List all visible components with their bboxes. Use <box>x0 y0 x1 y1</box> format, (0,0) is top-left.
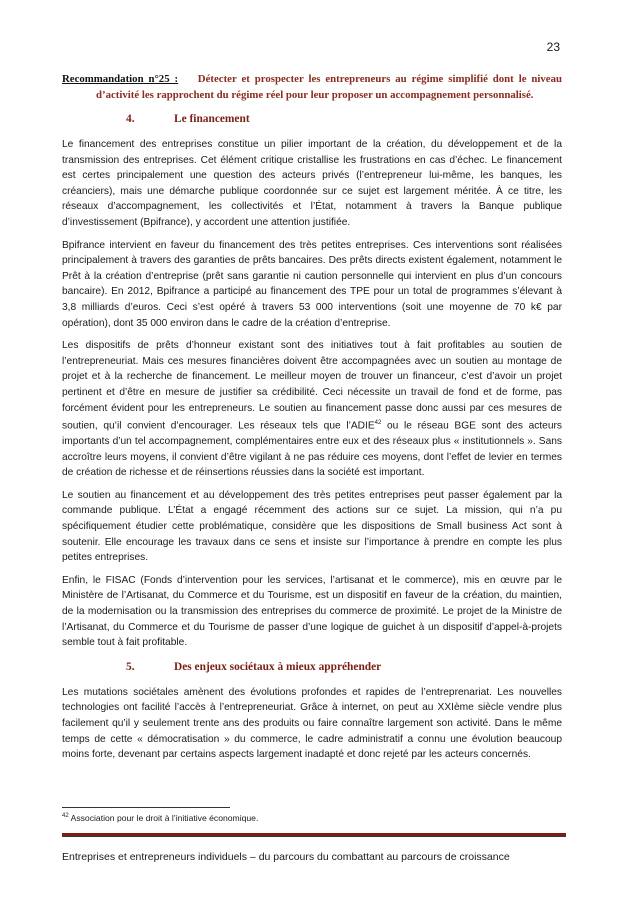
paragraph: Le soutien au financement et au développement des très petites entreprises peut passer également par la commande publique. L’État a engagé récemment des actions sur ce sujet. La mission, qui n’a pu spécifiquement étudier cette problématique, considère que les dispositions de Small business Act sont à soutenir. Elle encourage les travaux dans ce sens et insiste sur l’importance à prendre en compte les plus petites entreprises. <box>62 489 562 564</box>
recommendation-text: Détecter et prospecter les entrepreneurs au régime simplifié dont le niveau d’activité les rapprochent du régime réel pour leur proposer un accompagnement personnalisé. <box>96 73 563 101</box>
footer-text: Entreprises et entrepreneurs individuels – du parcours du combattant au parcours de croissance <box>62 851 510 863</box>
recommendation-25 <box>62 72 562 103</box>
paragraph: Bpifrance intervient en faveur du financement des très petites entreprises. Ces interventions sont réalisées principalement à travers des garanties de prêts bancaires. Des prêts directs existent également, notamment le Prêt à la création d’entreprise (prêt sans garantie ni caution personnelle qui intervient en plus d’un concours bancaire). En 2012, Bpifrance a participé au financement des TPE pour un total de programmes s’élevant à 3,8 milliards d’euros. Ceci s’est opéré à travers 53 000 interventions (soit une moyenne de 70 k€ par opération), dont 35 000 environ dans le cadre de la création d’entreprise. <box>62 239 562 329</box>
paragraph: Les mutations sociétales amènent des évolutions profondes et rapides de l’entreprenariat. Les nouvelles technologies ont facilité l’accès à l’entrepreneuriat. Grâce à internet, on peut au XXIème siècle vendre plus facilement qu’il y seulement trente ans des produits ou faire connaître largement son activité. Dans le même temps de cette « démocratisation » du commerce, le cadre administratif a connu une évolution beaucoup moins forte, devenant par certains aspects largement inadapté et donc rejeté par les acteurs concernés. <box>62 686 562 761</box>
paragraph-text-before-ref: Les dispositifs de prêts d’honneur existant sont des initiatives tout à fait profitables au soutien de l’entrepreneuriat. Mais ces mesures financières doivent être accompagnées avec un soutien au montage de projet et à la recherche de financement. Le meilleur moyen de trouver un financeur, c’est d’avoir un projet pertinent et d’être en mesure de justifier sa crédibilité. Ceci nécessite un travail de fond et de forme, pas forcément évident pour les entrepreneurs. Le soutien au financement passe donc aussi par ces mesures de soutien, qu’il convient d’encourager. Les réseaux tels que l’ADIE <box>62 340 562 432</box>
page-body <box>62 72 562 770</box>
paragraph-text-after-ref: ou le réseau BGE sont des acteurs importants d’un tel accompagnement, complémentaires entre eux et des réseaux plus « institutionnels ». Sans accroître leurs moyens, il convient d’être vigilant à ne pas réduire ces moyens, dont l’effet de levier en termes de création de richesse et de réinsertions réussies dans la société est important. <box>62 420 563 479</box>
recommendation-label: Recommandation n°25 : <box>62 73 179 85</box>
paragraph-with-footnote-ref <box>62 338 562 481</box>
section-5-number: 5. <box>126 660 135 673</box>
footnote-divider <box>62 807 230 808</box>
footnote <box>62 813 258 823</box>
footnote-ref[interactable]: 42 <box>374 420 382 427</box>
footnote-number: 42 <box>62 813 69 820</box>
page-number: 23 <box>546 40 560 54</box>
paragraph: Le financement des entreprises constitue un pilier important de la création, du développement et de la transmission des entreprises. Cet élément critique cristallise les frustrations en cas d’échec. Le financement est certes principalement une question des acteurs privés (l’entrepreneur lui-même, les banques, les créanciers), mais une démarche publique coordonnée sur ce sujet est largement méritée. À ce titre, les réseaux d’accompagnement, les collectivités et l’État, notamment à travers la Banque publique d’investissement (Bpifrance), y accordent une attention justifiée. <box>62 139 562 228</box>
section-5-title: Des enjeux sociétaux à mieux appréhender <box>174 660 382 673</box>
footer-divider <box>62 833 566 837</box>
footnote-text: Association pour le droit à l’initiative économique. <box>70 813 259 823</box>
section-5-heading <box>62 661 562 673</box>
section-4-heading <box>62 113 562 125</box>
paragraph: Enfin, le FISAC (Fonds d’intervention pour les services, l’artisanat et le commerce), mis en œuvre par le Ministère de l’Artisanat, du Commerce et du Tourisme, est un dispositif en faveur de la création, du maintien, de la modernisation ou la transmission des entreprises du commerce de proximité. Le projet de la Ministre de l’Artisanat, du Commerce et du Tourisme de passer d’une logique de guichet à un dispositif d’appel-à-projets semble tout à fait profitable. <box>62 574 562 649</box>
section-4-title: Le financement <box>174 113 250 125</box>
section-4-number: 4. <box>126 113 135 125</box>
